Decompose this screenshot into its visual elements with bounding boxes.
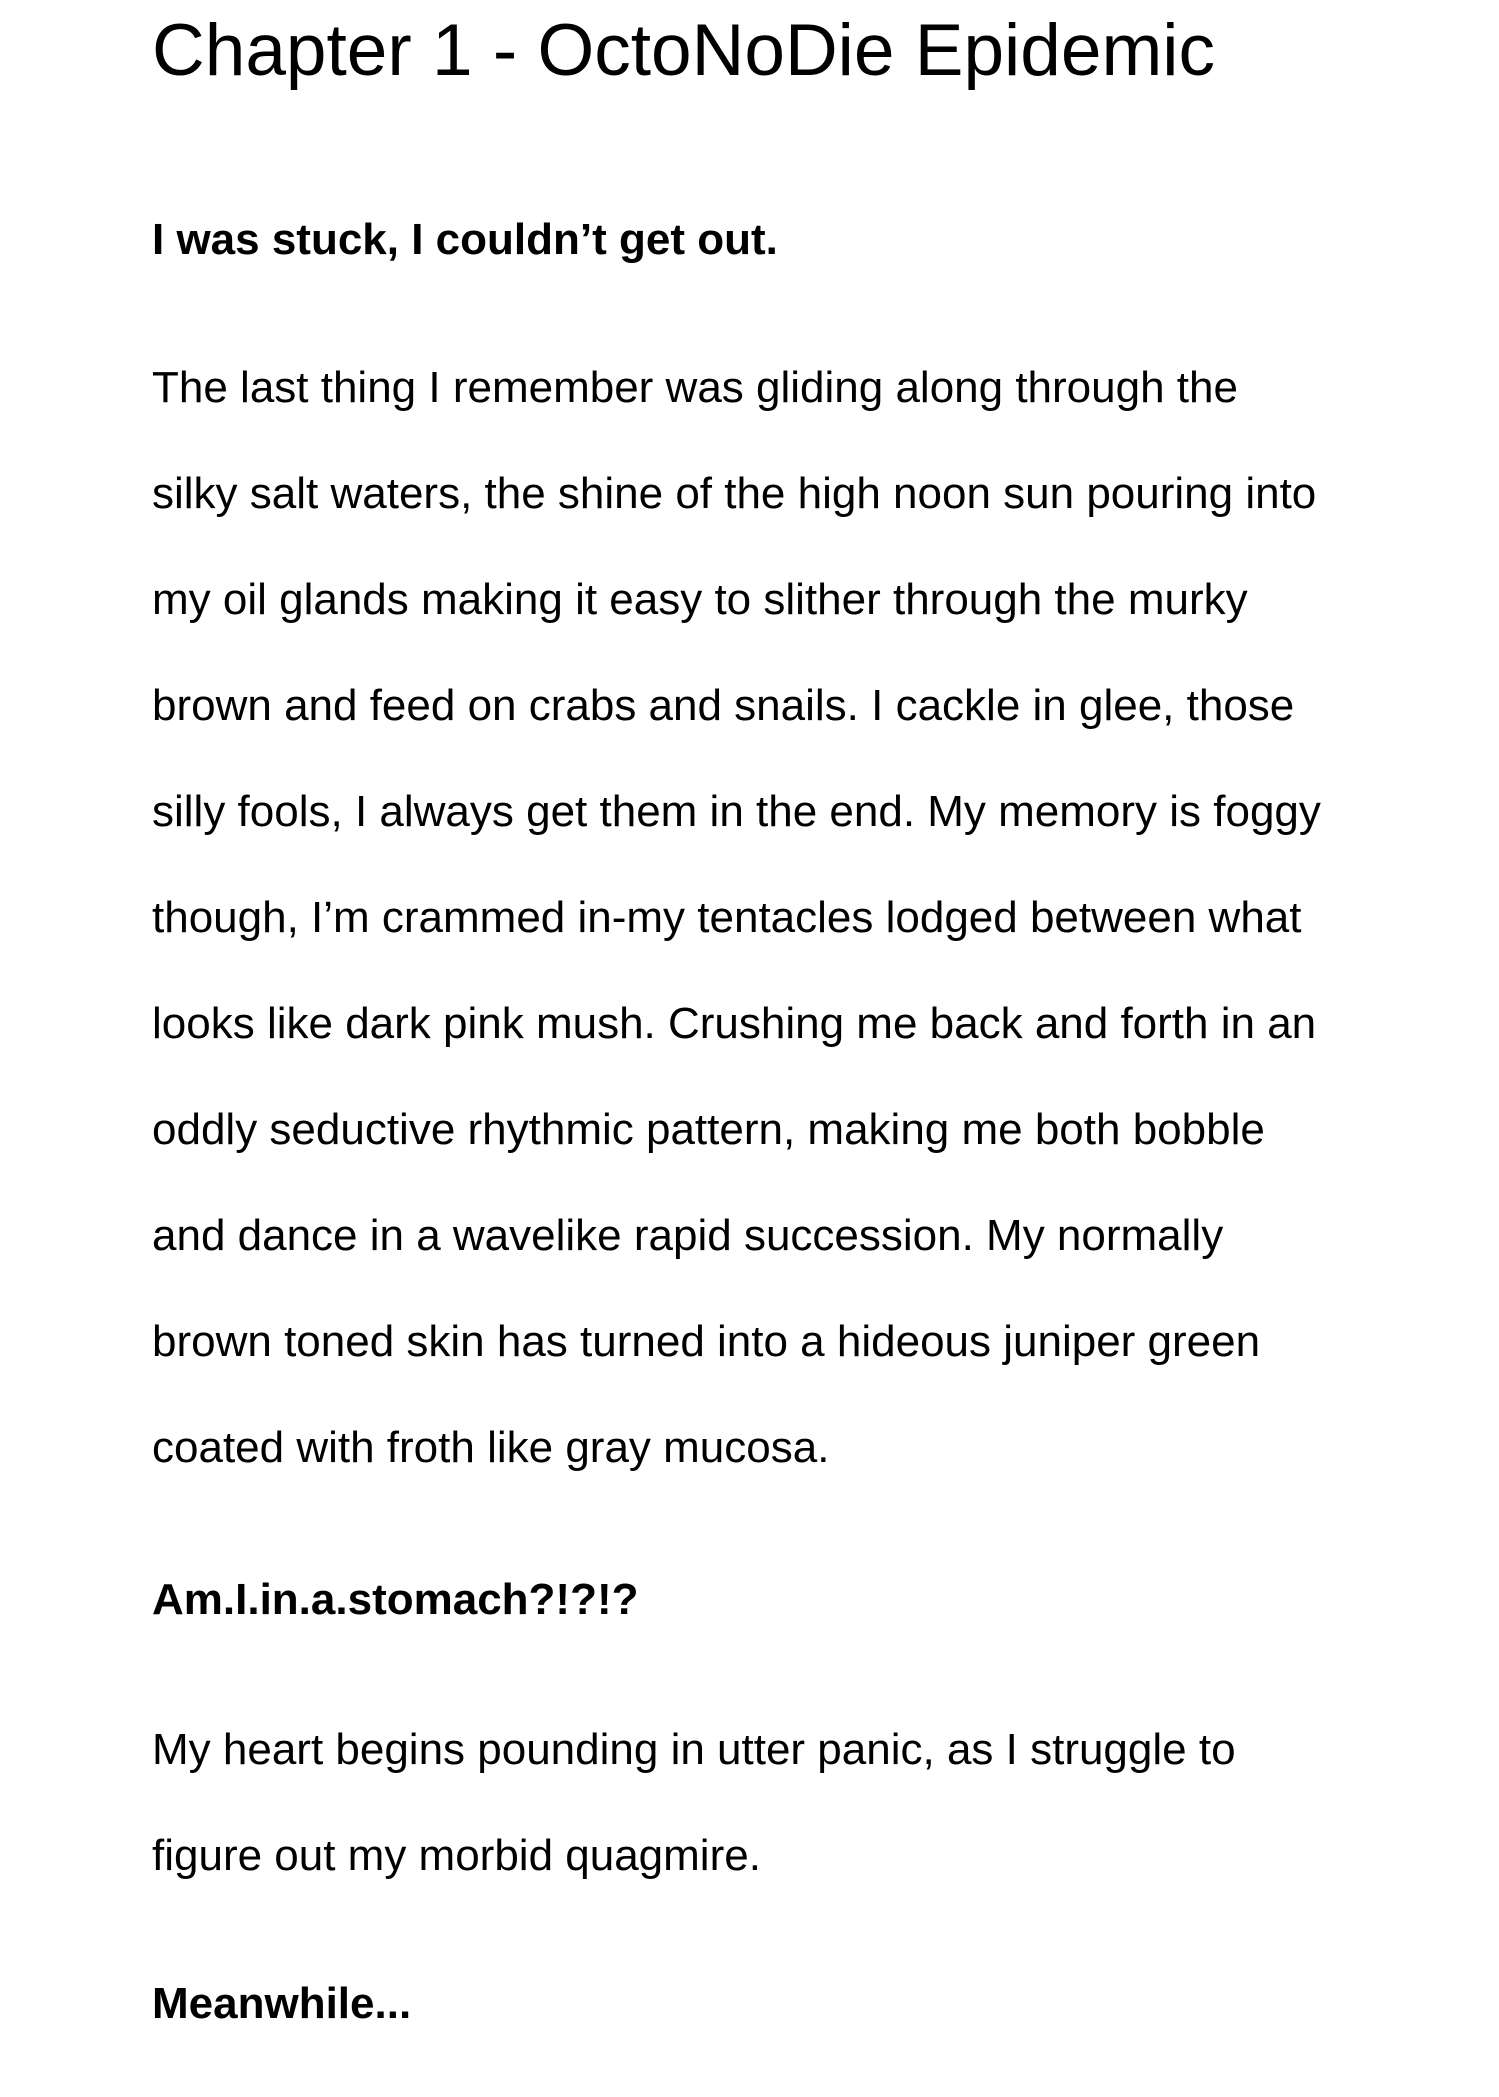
text-line: though, I’m crammed in-my tentacles lodged between what bbox=[152, 893, 1302, 942]
text-line: brown and feed on crabs and snails. I cackle in glee, those bbox=[152, 681, 1295, 730]
text-line: My heart begins pounding in utter panic, as I struggle to bbox=[152, 1725, 1236, 1774]
chapter-title: Chapter 1 - OctoNoDie Epidemic bbox=[152, 10, 1215, 91]
text-line: and dance in a wavelike rapid succession. My normally bbox=[152, 1211, 1224, 1260]
paragraph-1 bbox=[152, 358, 1321, 1524]
text-line: brown toned skin has turned into a hideous juniper green bbox=[152, 1317, 1261, 1366]
opening-line: I was stuck, I couldn’t get out. bbox=[152, 215, 778, 264]
question-line: Am.I.in.a.stomach?!?!? bbox=[152, 1575, 639, 1624]
text-line: looks like dark pink mush. Crushing me back and forth in an bbox=[152, 999, 1317, 1048]
text-line: oddly seductive rhythmic pattern, making me both bobble bbox=[152, 1105, 1265, 1154]
text-line: coated with froth like gray mucosa. bbox=[152, 1423, 830, 1472]
closing-line: Meanwhile... bbox=[152, 1979, 412, 2028]
text-line: my oil glands making it easy to slither through the murky bbox=[152, 575, 1248, 624]
text-line: silky salt waters, the shine of the high noon sun pouring into bbox=[152, 469, 1317, 518]
paragraph-2 bbox=[152, 1720, 1236, 1932]
text-line: figure out my morbid quagmire. bbox=[152, 1831, 761, 1880]
text-line: silly fools, I always get them in the end. My memory is foggy bbox=[152, 787, 1321, 836]
text-line: The last thing I remember was gliding along through the bbox=[152, 363, 1238, 412]
